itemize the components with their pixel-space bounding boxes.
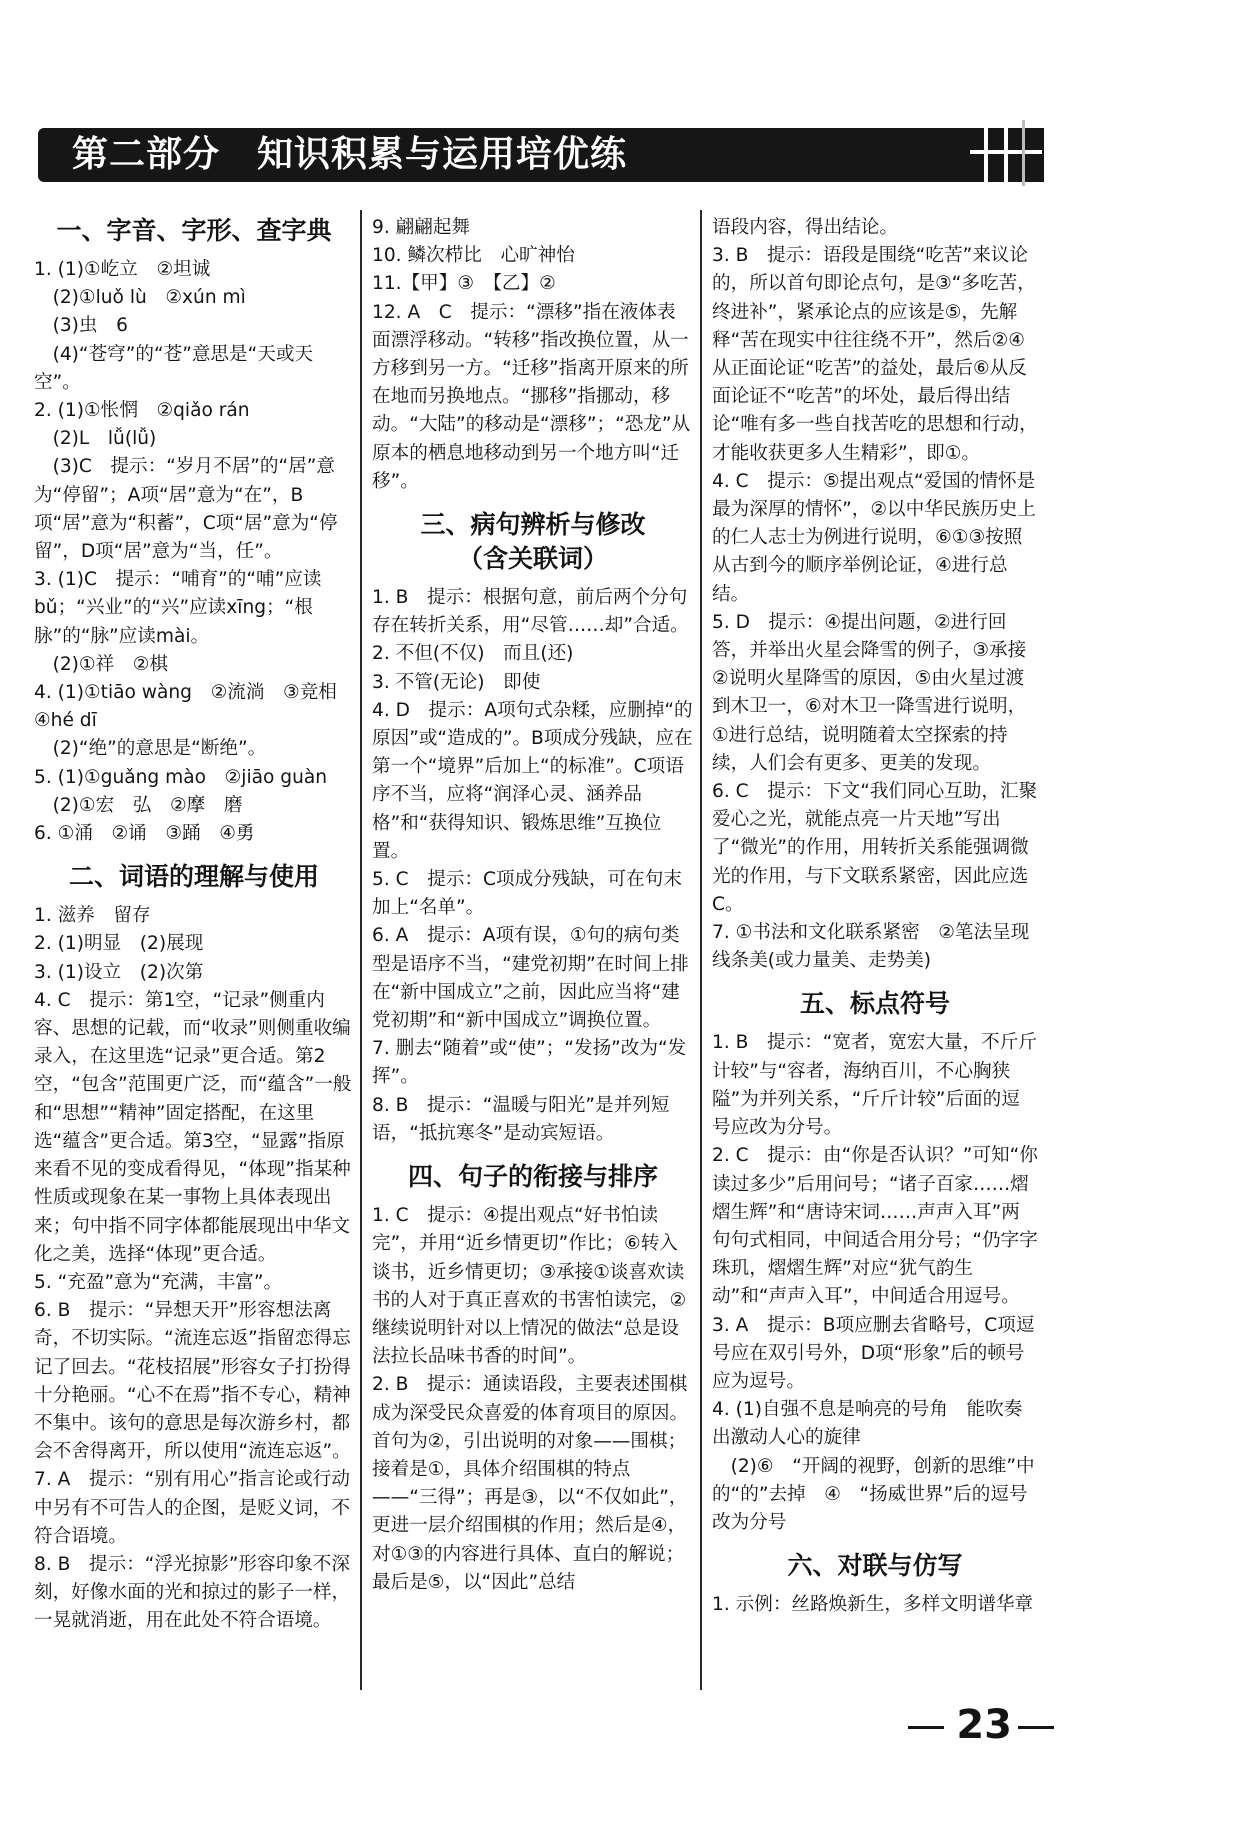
answer-item: (2)①luǒ lù ②xún mì [34,287,246,309]
answer-item: 6. C 提示：下文“我们同心互助，汇聚爱心之光，就能点亮一片天地”写出了“微光”的作用，用转折关系能强调微光的作用，与下文联系紧密，因此应选C。 [712,781,1038,915]
answer-item: 1. B 提示：根据句意，前后两个分句存在转折关系，用“尽管……却”合适。 [372,587,689,637]
column-divider-2 [700,210,702,1690]
answer-item: 5. D 提示：④提出问题，②进行回答，并举出火星会降雪的例子，③承接②说明火星降雪的原因，⑤由火星过渡到木卫一，⑥对木卫一降雪进行说明，①进行总结，说明随着太空探索的持续，人们会有更多、更美的发现。 [712,611,1027,774]
section-heading: 六、对联与仿写 [787,1551,963,1581]
answer-item: (4)“苍穹”的“苍”意思是“天或天空”。 [34,343,314,393]
answer-item: 10. 鳞次栉比 心旷神怡 [372,245,575,267]
answer-item: 8. B 提示：“温暖与阳光”是并列短语，“抵抗寒冬”是动宾短语。 [372,1094,670,1144]
answer-item: 1. B 提示：“宽者，宽宏大量，不斤斤计较”与“容者，海纳百川，不心胸狭隘”为并列关系，“斤斤计较”后面的逗号应改为分号。 [712,1032,1037,1139]
answer-item: 8. B 提示：“浮光掠影”形容印象不深刻，好像水面的光和掠过的影子一样，一晃就消逝，用在此处不符合语境。 [34,1553,351,1632]
section-heading: 四、句子的衔接与排序 [407,1162,658,1192]
section-heading: 一、字音、字形、查字典 [56,216,332,245]
answer-item: 6. ①涌 ②诵 ③踊 ④勇 [34,823,255,845]
answer-item: (2)⑥ “开阔的视野，创新的思维”中的“的”去掉 ④ “扬威世界”后的逗号改为分号 [712,1455,1035,1533]
answer-item: 2. B 提示：通读语段，主要表述围棋成为深受民众喜爱的体育项目的原因。首句为②，引出说明的对象——围棋；接着是①，具体介绍围棋的特点——“三得”；再是③，以“不仅如此”，更进一层介绍围棋的作用；然后是④，对①③的内容进行具体、直白的解说；最后是⑤，以“因此”总结 [372,1374,689,1593]
section-heading: 二、词语的理解与使用 [68,862,319,892]
answer-item: (3)C 提示：“岁月不居”的“居”意为“停留”；A项“居”意为“在”，B项“居”意为“积蓄”，C项“居”意为“停留”，D项“居”意为“当，任”。 [34,456,338,563]
page-number-dash-right [1018,1726,1054,1729]
answer-item: (2)①祥 ②棋 [34,653,169,675]
section-heading: 三、病句辨析与修改 [420,510,646,540]
answer-item: 1. (1)①屹立 ②坦诚 [34,259,211,280]
answer-item: 1. C 提示：④提出观点“好书怕读完”，并用“近乡情更切”作比；⑥转入谈书，近乡情更切；③承接①谈喜欢读书的人对于真正喜欢的书害怕读完，②继续说明针对以上情况的做法“总是设法拉长品味书香的时间”。 [372,1205,687,1368]
answer-column-2 [372,214,694,1597]
answer-item: 2. C 提示：由“你是否认识？”可知“你读过多少”后用问号；“诸子百家……熠熠生辉”和“唐诗宋词……声声入耳”两句句式相同，中间适合用分号；“仍字字珠玑，熠熠生辉”对应“犹气韵生动”和“声声入耳”，中间适合用逗号。 [712,1145,1038,1308]
answer-item: (2)①宏 弘 ②摩 磨 [34,794,243,816]
answer-item: 4. C 提示：第1空，“记录”侧重内容、思想的记载，而“收录”则侧重收编录入，在这里选“记录”更合适。第2空，“包含”范围更广泛，而“蕴含”一般和“思想”“精神”固定搭配，在这里选“蕴含”更合适。第3空，“显露”指原来看不见的变成看得见，“体现”指某种性质或现象在某一事物上具体表现出来；句中指不同字体都能展现出中华文化之美，选择“体现”更合适。 [34,989,352,1265]
answer-item: (2)“绝”的意思是“断绝”。 [34,738,267,760]
answer-item: 12. A C 提示：“漂移”指在液体表面漂浮移动。“转移”指改换位置，从一方移到另一方。“迁移”指离开原来的所在地而另换地点。“挪移”指挪动，移动。“大陆”的移动是“漂移”；“恐龙”从原本的栖息地移动到另一个地方叫“迁移”。 [372,301,691,492]
answer-item: 7. 删去“随着”或“使”；“发扬”改为“发挥”。 [372,1038,687,1088]
answer-item: 4. (1)①tiāo wàng ②流淌 ③竞相④hé dī [34,682,337,732]
answer-item: 5. “充盈”意为“充满，丰富”。 [34,1271,283,1293]
answer-item: 3. B 提示：语段是围绕“吃苦”来议论的，所以首句即论点句，是③“多吃苦，终进补”，紧承论点的应该是⑤，先解释“苦在现实中往往绕不开”，然后②④从正面论证“吃苦”的益处，最后⑥从反面论证不“吃苦”的坏处，最后得出结论“唯有多一些自找苦吃的思想和行动，才能收获更多人生精彩”，即①。 [712,245,1038,464]
answer-item: 7. ①书法和文化联系紧密 ②笔法呈现线条美(或力量美、走势美) [712,922,1030,972]
section-heading: （含关联词） [457,544,608,574]
answer-item: 1. 滋养 留存 [34,905,151,927]
answer-item: (2)L lǚ(lǚ) [34,428,157,450]
answer-item: 7. A 提示：“别有用心”指言论或行动中另有不可告人的企图，是贬义词，不符合语境。 [34,1469,351,1547]
answer-item: 9. 翩翩起舞 [372,217,471,238]
answer-item: 2. (1)明显 (2)展现 [34,933,204,955]
answer-item: 5. C 提示：C项成分残缺，可在句末加上“名单”。 [372,869,682,919]
answer-item: 6. A 提示：A项有误，①句的病句类型是语序不当，“建党初期”在时间上排在“新中国成立”之前，因此应当将“建党初期”和“新中国成立”调换位置。 [372,925,689,1032]
section-title: 第二部分 知识积累与运用培优练 [72,134,628,175]
answer-item: 3. A 提示：B项应删去省略号，C项逗号应在双引号外，D项“形象”后的顿号应为逗号。 [712,1314,1035,1392]
answer-item: 6. B 提示：“异想天开”形容想法离奇，不切实际。“流连忘返”指留恋得忘记了回去。“花枝招展”形容女子打扮得十分艳丽。“心不在焉”指不专心，精神不集中。该句的意思是每次游乡村，都会不舍得离开，所以使用“流连忘返”。 [34,1300,351,1463]
banner-decoration-icon [960,114,1044,192]
column-divider-1 [360,210,362,1690]
answer-item: (3)虫 6 [34,315,128,337]
answer-item: 2. (1)①怅惘 ②qiǎo rán [34,400,250,422]
answer-item: 5. (1)①guǎng mào ②jiāo guàn [34,766,328,788]
answer-item: 4. D 提示：A项句式杂糅，应删掉“的原因”或“造成的”。B项成分残缺，应在第一个“境界”后加上“的标准”。C项语序不当，应将“润泽心灵、涵养品格”和“获得知识、锻炼思维”互换位置。 [372,699,693,862]
answer-column-3 [712,214,1038,1619]
answer-item: 3. (1)设立 (2)次第 [34,961,204,983]
answer-item: 语段内容，得出结论。 [712,217,898,238]
answer-item: 4. C 提示：⑤提出观点“爱国的情怀是最为深厚的情怀”，②以中华民族历史上的仁人志士为例进行说明，⑥①③按照从古到今的顺序举例论证，④进行总结。 [712,470,1036,605]
answer-item: 2. 不但(不仅) 而且(还) [372,643,574,665]
answer-item: 11.【甲】③ 【乙】② [372,273,556,295]
page-number: 23 [956,1702,1012,1748]
page-number-dash-left [908,1726,944,1729]
answer-item: 4. (1)自强不息是响亮的号角 能吹奏出激动人心的旋律 [712,1399,1023,1449]
answer-column-1 [34,214,354,1636]
answer-item: 3. 不管(无论) 即使 [372,671,541,693]
answer-item: 1. 示例：丝路焕新生，多样文明谱华章 [712,1594,1034,1616]
answer-item: 3. (1)C 提示：“哺育”的“哺”应读bǔ；“兴业”的“兴”应读xīng；“根脉”的“脉”应读mài。 [34,569,322,647]
section-heading: 五、标点符号 [799,989,950,1019]
